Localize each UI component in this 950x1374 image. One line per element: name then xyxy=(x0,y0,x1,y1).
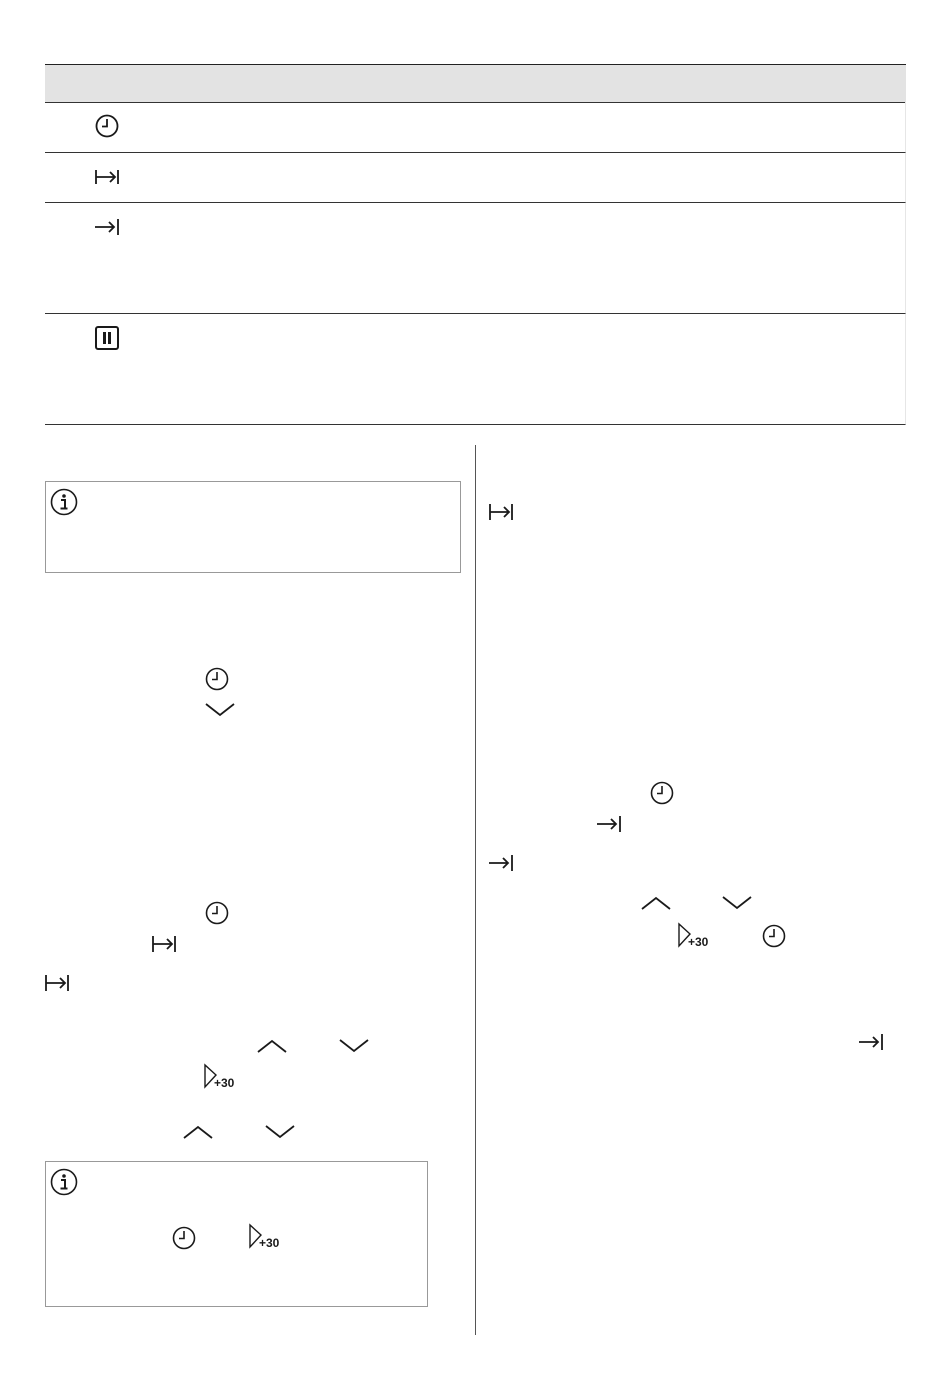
table-row-pause xyxy=(45,314,906,425)
pause-icon xyxy=(95,326,119,350)
clock-icon xyxy=(205,901,229,925)
info-icon xyxy=(50,1168,78,1196)
end-time-icon xyxy=(489,853,513,873)
plus30-icon xyxy=(249,1224,285,1252)
clock-icon xyxy=(205,667,229,691)
chevron-up-icon xyxy=(641,896,671,910)
chevron-up-icon xyxy=(183,1125,213,1139)
plus30-label: +30 xyxy=(688,935,709,949)
info-box-1 xyxy=(45,481,461,573)
info-box-2 xyxy=(45,1161,428,1307)
clock-icon xyxy=(762,924,786,948)
duration-icon xyxy=(489,502,513,522)
chevron-down-icon xyxy=(339,1039,369,1053)
chevron-down-icon xyxy=(205,703,235,717)
duration-icon xyxy=(152,934,176,954)
plus30-label: +30 xyxy=(259,1236,280,1250)
plus30-icon xyxy=(204,1064,240,1092)
chevron-up-icon xyxy=(257,1039,287,1053)
clock-icon xyxy=(172,1226,196,1250)
end-time-icon xyxy=(859,1032,883,1052)
info-icon xyxy=(50,488,78,516)
table-row-end-time xyxy=(45,203,906,314)
clock-icon xyxy=(650,781,674,805)
chevron-down-icon xyxy=(722,896,752,910)
duration-icon xyxy=(95,165,119,189)
table-header xyxy=(45,65,906,103)
clock-icon xyxy=(95,114,119,138)
table-row-clock xyxy=(45,102,906,153)
table-row-duration xyxy=(45,153,906,203)
end-time-icon xyxy=(95,215,119,239)
duration-icon xyxy=(45,973,69,993)
chevron-down-icon xyxy=(265,1125,295,1139)
column-divider xyxy=(475,445,476,1335)
end-time-icon xyxy=(597,814,621,834)
plus30-label: +30 xyxy=(214,1076,235,1090)
plus30-icon xyxy=(678,923,714,951)
